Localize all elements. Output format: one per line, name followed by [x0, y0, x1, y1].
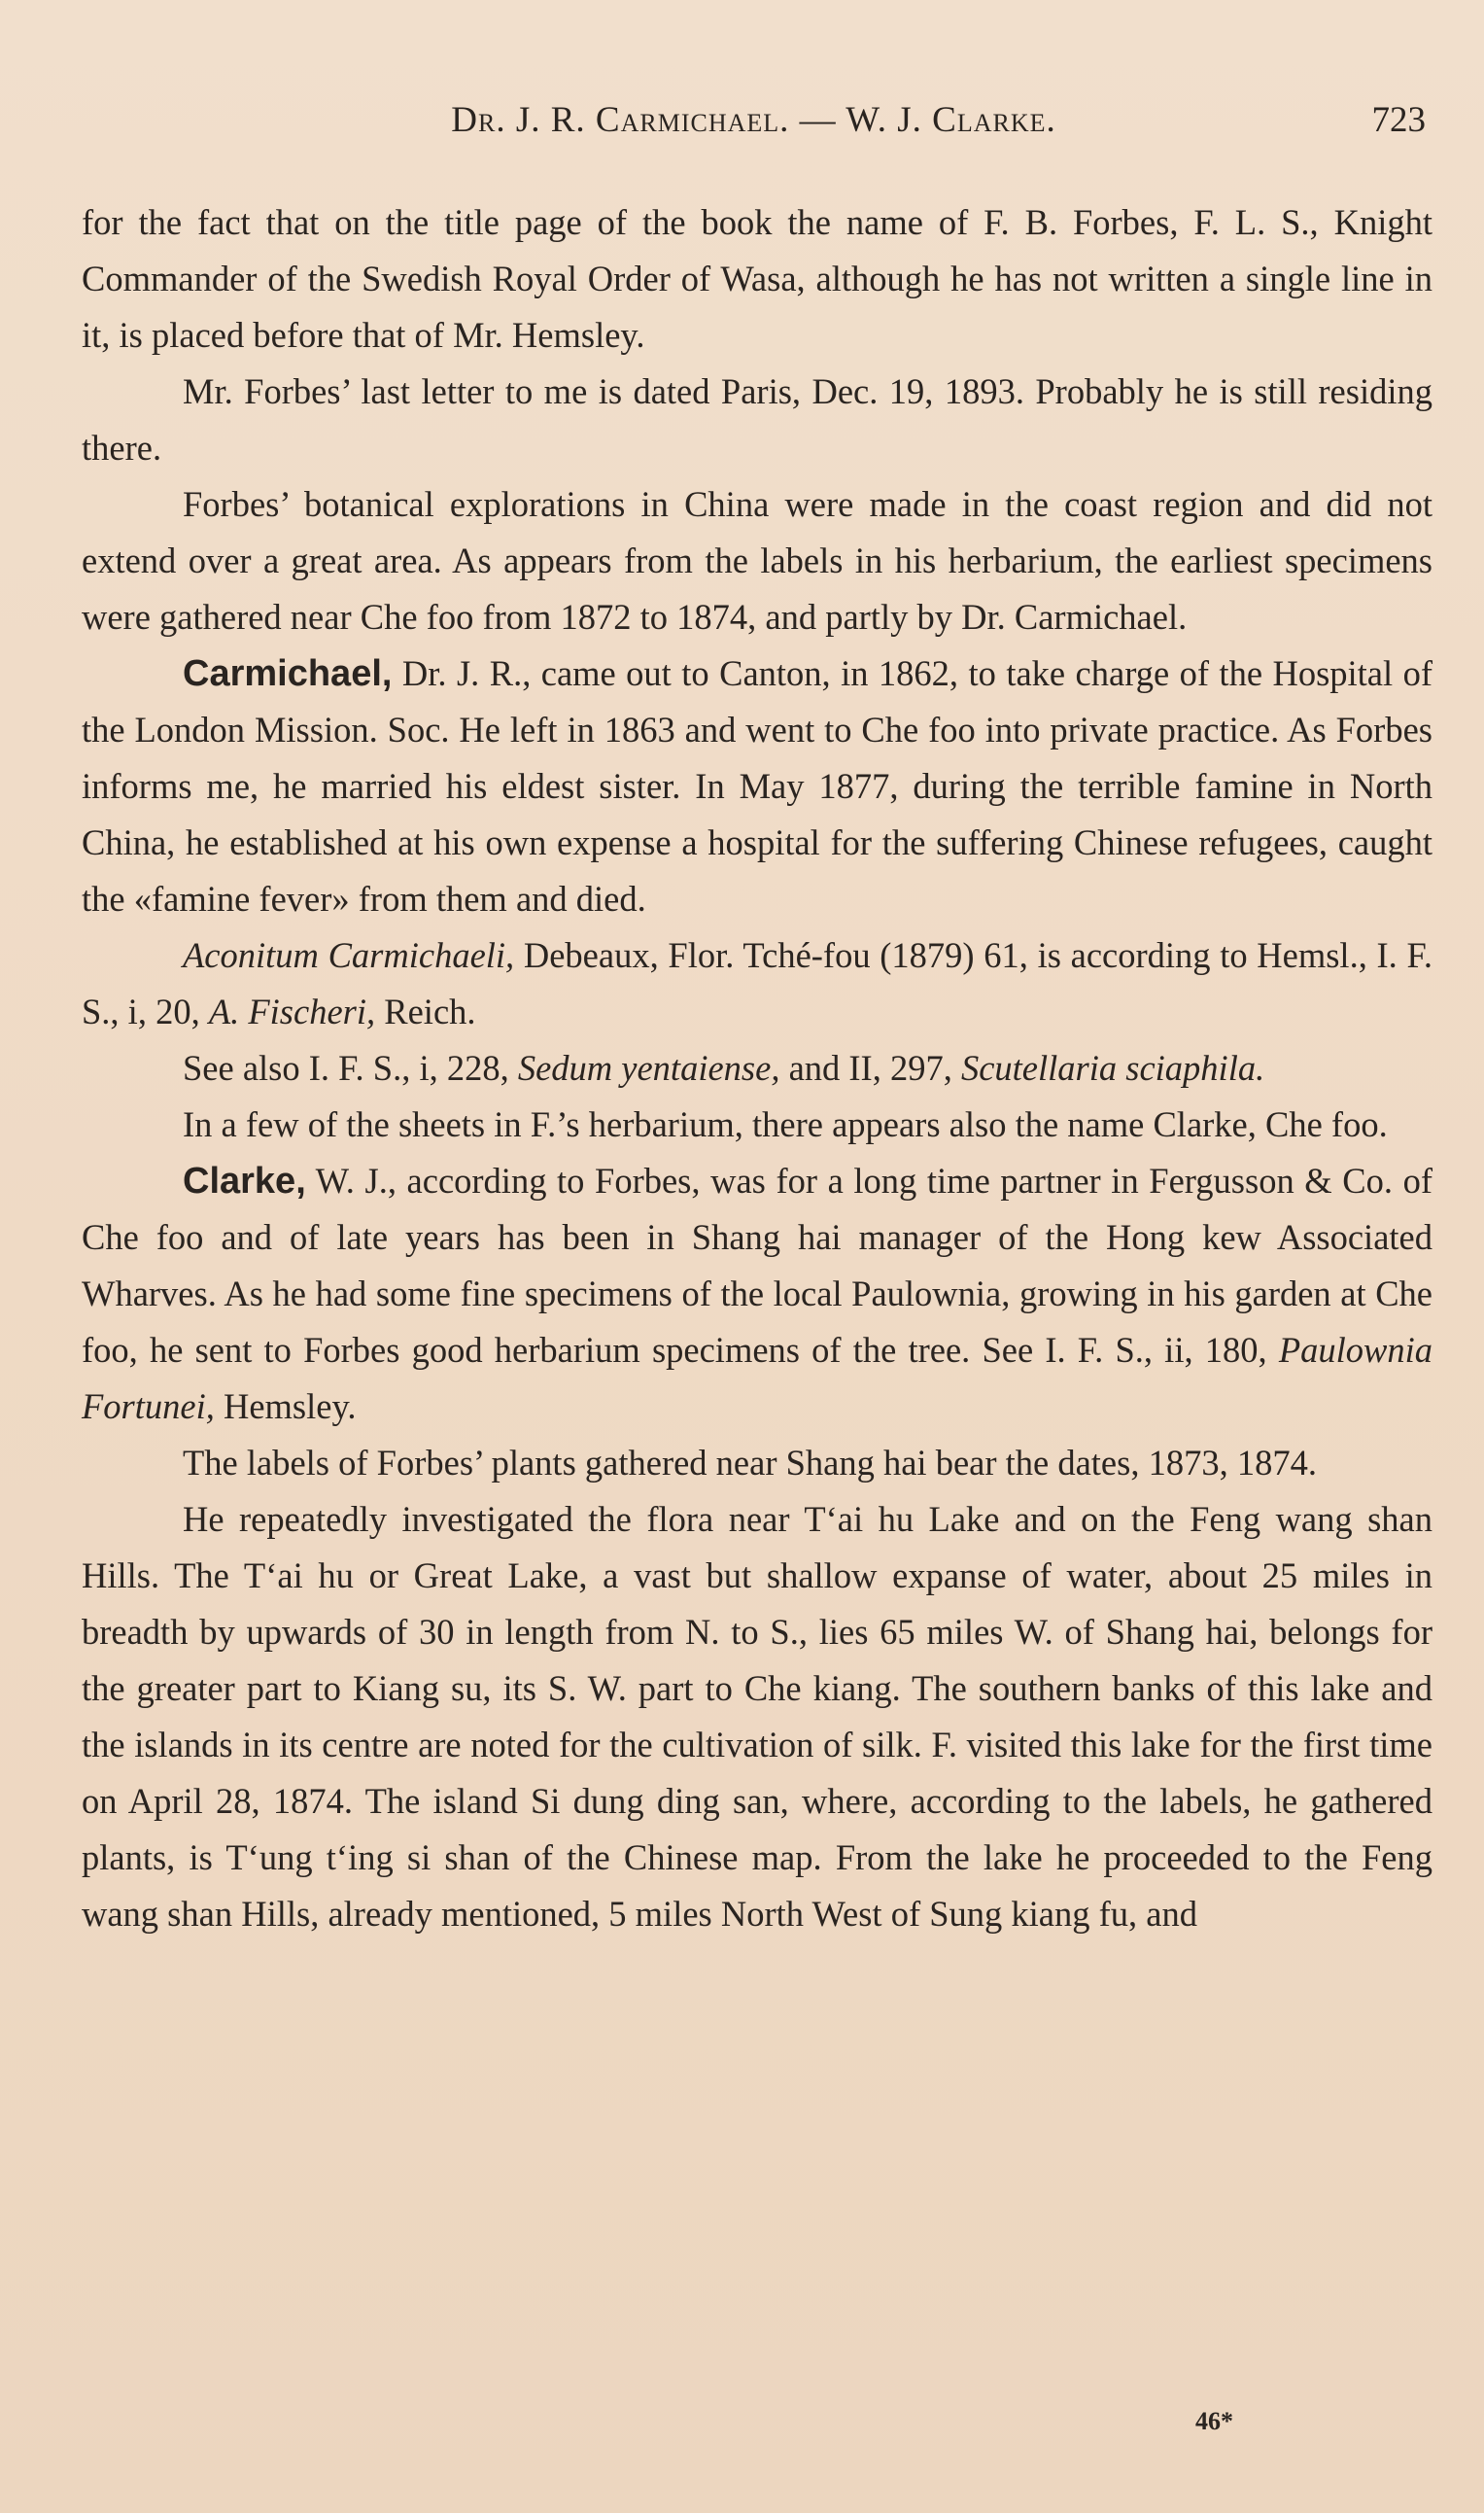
paragraph-3: [82, 476, 1432, 646]
paragraph-text: Debeaux, Flor. Tché-fou (1879) 61, is according to Hemsl., I. F. S., i, 20,: [82, 935, 1432, 1031]
paragraph-7: [82, 1097, 1432, 1153]
page-number: 723: [1371, 100, 1426, 140]
paragraph-text: Reich.: [375, 992, 476, 1031]
paragraph-text: W. J., according to Forbes, was for a long time partner in Fergusson & Co. of Che foo and of late years has been in Shang hai manager of the Hong kew Associated Wharves. As he had some fine specimens of the local Paulownia, growing in his garden at Che foo, he sent to Forbes good herbarium specimens of the tree. See I. F. S., ii, 180,: [82, 1161, 1432, 1370]
entry-heading-carmichael: Carmichael,: [183, 653, 393, 694]
paragraph-10: [82, 1491, 1432, 1942]
paragraph-9: [82, 1435, 1432, 1491]
paragraph-text: for the fact that on the title page of the book the name of F. B. Forbes, F. L. S., Knight Commander of the Swedish Royal Order of Wasa, although he has not written a single line in it, is placed before that of Mr. Hemsley.: [82, 202, 1432, 355]
species-name: Paulownia Fortunei,: [82, 1330, 1432, 1426]
running-title: Dr. J. R. Carmichael. — W. J. Clarke.: [451, 100, 1056, 140]
paragraph-clarke: [82, 1153, 1432, 1435]
paragraph-text: and II, 297,: [779, 1048, 961, 1088]
paragraph-2: [82, 364, 1432, 476]
entry-heading-clarke: Clarke,: [183, 1161, 306, 1202]
signature-mark: 46*: [1195, 2407, 1233, 2435]
species-name: Sedum yentaiense,: [517, 1048, 780, 1088]
paragraph-text: Mr. Forbes’ last letter to me is dated Paris, Dec. 19, 1893. Probably he is still residing there.: [82, 371, 1432, 468]
species-name: Scutellaria sciaphila.: [960, 1048, 1265, 1088]
species-name: A. Fischeri,: [208, 992, 376, 1031]
paragraph-text: Hemsley.: [214, 1386, 357, 1426]
paragraph-text: Dr. J. R., came out to Canton, in 1862, to take charge of the Hospital of the London Mission. Soc. He left in 1863 and went to Che foo into private practice. As Forbes informs me, he married his eldest sister. In May 1877, during the terrible famine in North China, he established at his own expense a hospital for the suffering Chinese refugees, caught the «famine fever» from them and died.: [82, 653, 1432, 919]
paragraph-text: Forbes’ botanical explorations in China were made in the coast region and did not extend over a great area. As appears from the labels in his herbarium, the earliest specimens were gathered near Che foo from 1872 to 1874, and partly by Dr. Carmichael.: [82, 484, 1432, 637]
paragraph-text: The labels of Forbes’ plants gathered near Shang hai bear the dates, 1873, 1874.: [183, 1443, 1317, 1483]
body-text: [82, 194, 1432, 1942]
page-header: [82, 99, 1426, 157]
paragraph-1: [82, 194, 1432, 364]
paragraph-see-also: [82, 1040, 1432, 1097]
paragraph-text: In a few of the sheets in F.’s herbarium, there appears also the name Clarke, Che foo.: [183, 1104, 1388, 1144]
paragraph-aconitum: [82, 927, 1432, 1040]
paragraph-text: He repeatedly investigated the flora near Tʻai hu Lake and on the Feng wang shan Hills. The Tʻai hu or Great Lake, a vast but shallow expanse of water, about 25 miles in breadth by upwards of 30 in length from N. to S., lies 65 miles W. of Shang hai, belongs for the greater part to Kiang su, its S. W. part to Che kiang. The southern banks of this lake and the islands in its centre are noted for the cultivation of silk. F. visited this lake for the first time on April 28, 1874. The island Si dung ding san, where, according to the labels, he gathered plants, is Tʻung tʻing si shan of the Chinese map. From the lake he proceeded to the Feng wang shan Hills, already mentioned, 5 miles North West of Sung kiang fu, and: [82, 1499, 1432, 1934]
paragraph-carmichael: [82, 646, 1432, 927]
species-name: Aconitum Carmichaeli,: [183, 935, 515, 975]
paragraph-text: See also I. F. S., i, 228,: [183, 1048, 518, 1088]
